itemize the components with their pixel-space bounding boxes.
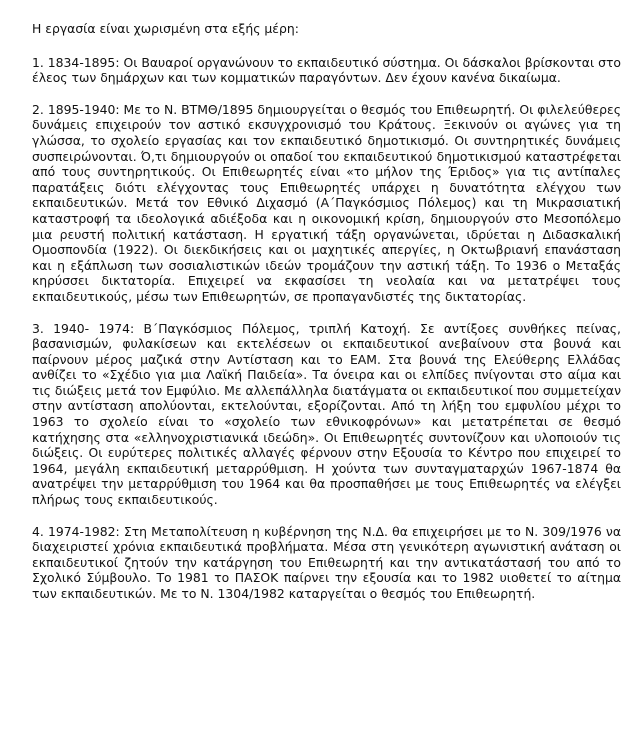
section-3-paragraph (32, 321, 621, 508)
section-4-paragraph (32, 524, 621, 602)
section-4-text: 4. 1974-1982: Στη Μεταπολίτευση η κυβέρνηση της Ν.Δ. θα επιχειρήσει με το Ν. 309/1976 να διαχειριστεί χρόνια εκπαιδευτικά προβλήματα. Μέσα στη γενικότερη αγωνιστική ανάταση οι εκπαιδευτικοί ζητούν την κατάργηση του Επιθεωρητή και την αντικατάστασή του από το Σχολικό Σύμβουλο. Το 1981 το ΠΑΣΟΚ παίρνει την εξουσία και το 1982 υιοθετεί το αίτημα των εκπαιδευτικών. Με το Ν. 1304/1982 καταργείται ο θεσμός του Επιθεωρητή. (32, 523, 621, 601)
section-2-continuation: Η εργατική τάξη οργανώνεται, ιδρύεται η Διδασκαλική Ομοσπονδία (1922). Οι διεκδικήσεις και οι μαχητικές απεργίες, η Οκτωβριανή επανάσταση και η εξάπλωση των σοσιαλιστικών ιδεών τρομάζουν την αστική τάξη. Το 1936 ο Μεταξάς κηρύσσει δικτατορία. Επιχειρεί να εκφασίσει τη νεολαία και να μετατρέψει τους εκπαιδευτικούς, μέσω των Επιθεωρητών, σε προπαγανδιστές της δικτατορίας. (32, 226, 621, 304)
section-3-text: 3. 1940- 1974: Β΄Παγκόσμιος Πόλεμος, τριπλή Κατοχή. Σε αντίξοες συνθήκες πείνας, βασανισμών, φυλακίσεων και εκτελέσεων οι εκπαιδευτικοί ανεβαίνουν στα βουνά και παίρνουν μέρος μαζικά στην Αντίσταση και το ΕΑΜ. Στα βουνά της Ελεύθερης Ελλάδας ανθίζει το «Σχέδιο για μια Λαϊκή Παιδεία». Τα όνειρα και οι ελπίδες πνίγονται στο αίμα και τις διώξεις μετά τον Εμφύλιο. Με αλλεπάλληλα διατάγματα οι εκπαιδευτικοί που συμμετείχαν στην αντίσταση απολύονται, εκτελούνται, εξορίζονται. Από τη λήξη του εμφυλίου μέχρι το 1963 το σχολείο είναι το «σχολείο των εθνικοφρόνων» και μετατρέπεται σε θεσμό κατήχησης στα «ελληνοχριστιανικά ιδεώδη». Οι Επιθεωρητές συντονίζουν και υλοποιούν τις διώξεις. Οι ευρύτερες πολιτικές αλλαγές φέρνουν στην Εξουσία το Κέντρο που επιχειρεί το 1964, μεγάλη εκπαιδευτική μεταρρύθμιση. Η χούντα των συνταγματαρχών 1967-1874 θα ανατρέψει την μεταρρύθμιση του 1964 και θα προσπαθήσει με τους Επιθεωρητές να ελέγξει πλήρως τους εκπαιδευτικούς. (32, 320, 621, 508)
section-2-paragraph (32, 102, 621, 305)
intro-line: Η εργασία είναι χωρισμένη στα εξής μέρη: (32, 21, 299, 36)
section-1-paragraph (32, 55, 621, 86)
section-2-text: 2. 1895-1940: Με το Ν. ΒΤΜΘ/1895 δημιουργείται ο θεσμός του Επιθεωρητή. Οι φιλελεύθερες δυνάμεις επιχειρούν τον αστικό εκσυγχρονισμό του Κράτους. Ξεκινούν οι αγώνες για τη γλώσσα, το σχολείο εργασίας και τον εκπαιδευτικό δημοτικισμό. Οι συντηρητικές δυνάμεις συσπειρώνονται. Ό,τι δημιουργούν οι οπαδοί του εκπαιδευτικού δημοτικισμού καταστρέφεται από τους συντηρητικούς. Οι Επιθεωρητές είναι «το μήλον της Έριδος» για τις αντίπαλες παρατάξεις διότι ελέγχοντας τους Επιθεωρητές υπάρχει η δυνατότητα ελέγχου των εκπαιδευτικών. Μετά τον Εθνικό Διχασμό (Α΄Παγκόσμιος Πόλεμος) και τη Μικρασιατική καταστροφή τα ιδεολογικά αδιέξοδα και η οικονομική κρίση, δημιουργούν στο Μεσοπόλεμο μια ρευστή πολιτική κατάσταση. (32, 101, 621, 242)
section-1-text: 1. 1834-1895: Οι Βαυαροί οργανώνουν το εκπαιδευτικό σύστημα. Οι δάσκαλοι βρίσκονται στο έλεος των δημάρχων και των κομματικών παραγόντων. Δεν έχουν κανένα δικαίωμα. (32, 54, 621, 86)
